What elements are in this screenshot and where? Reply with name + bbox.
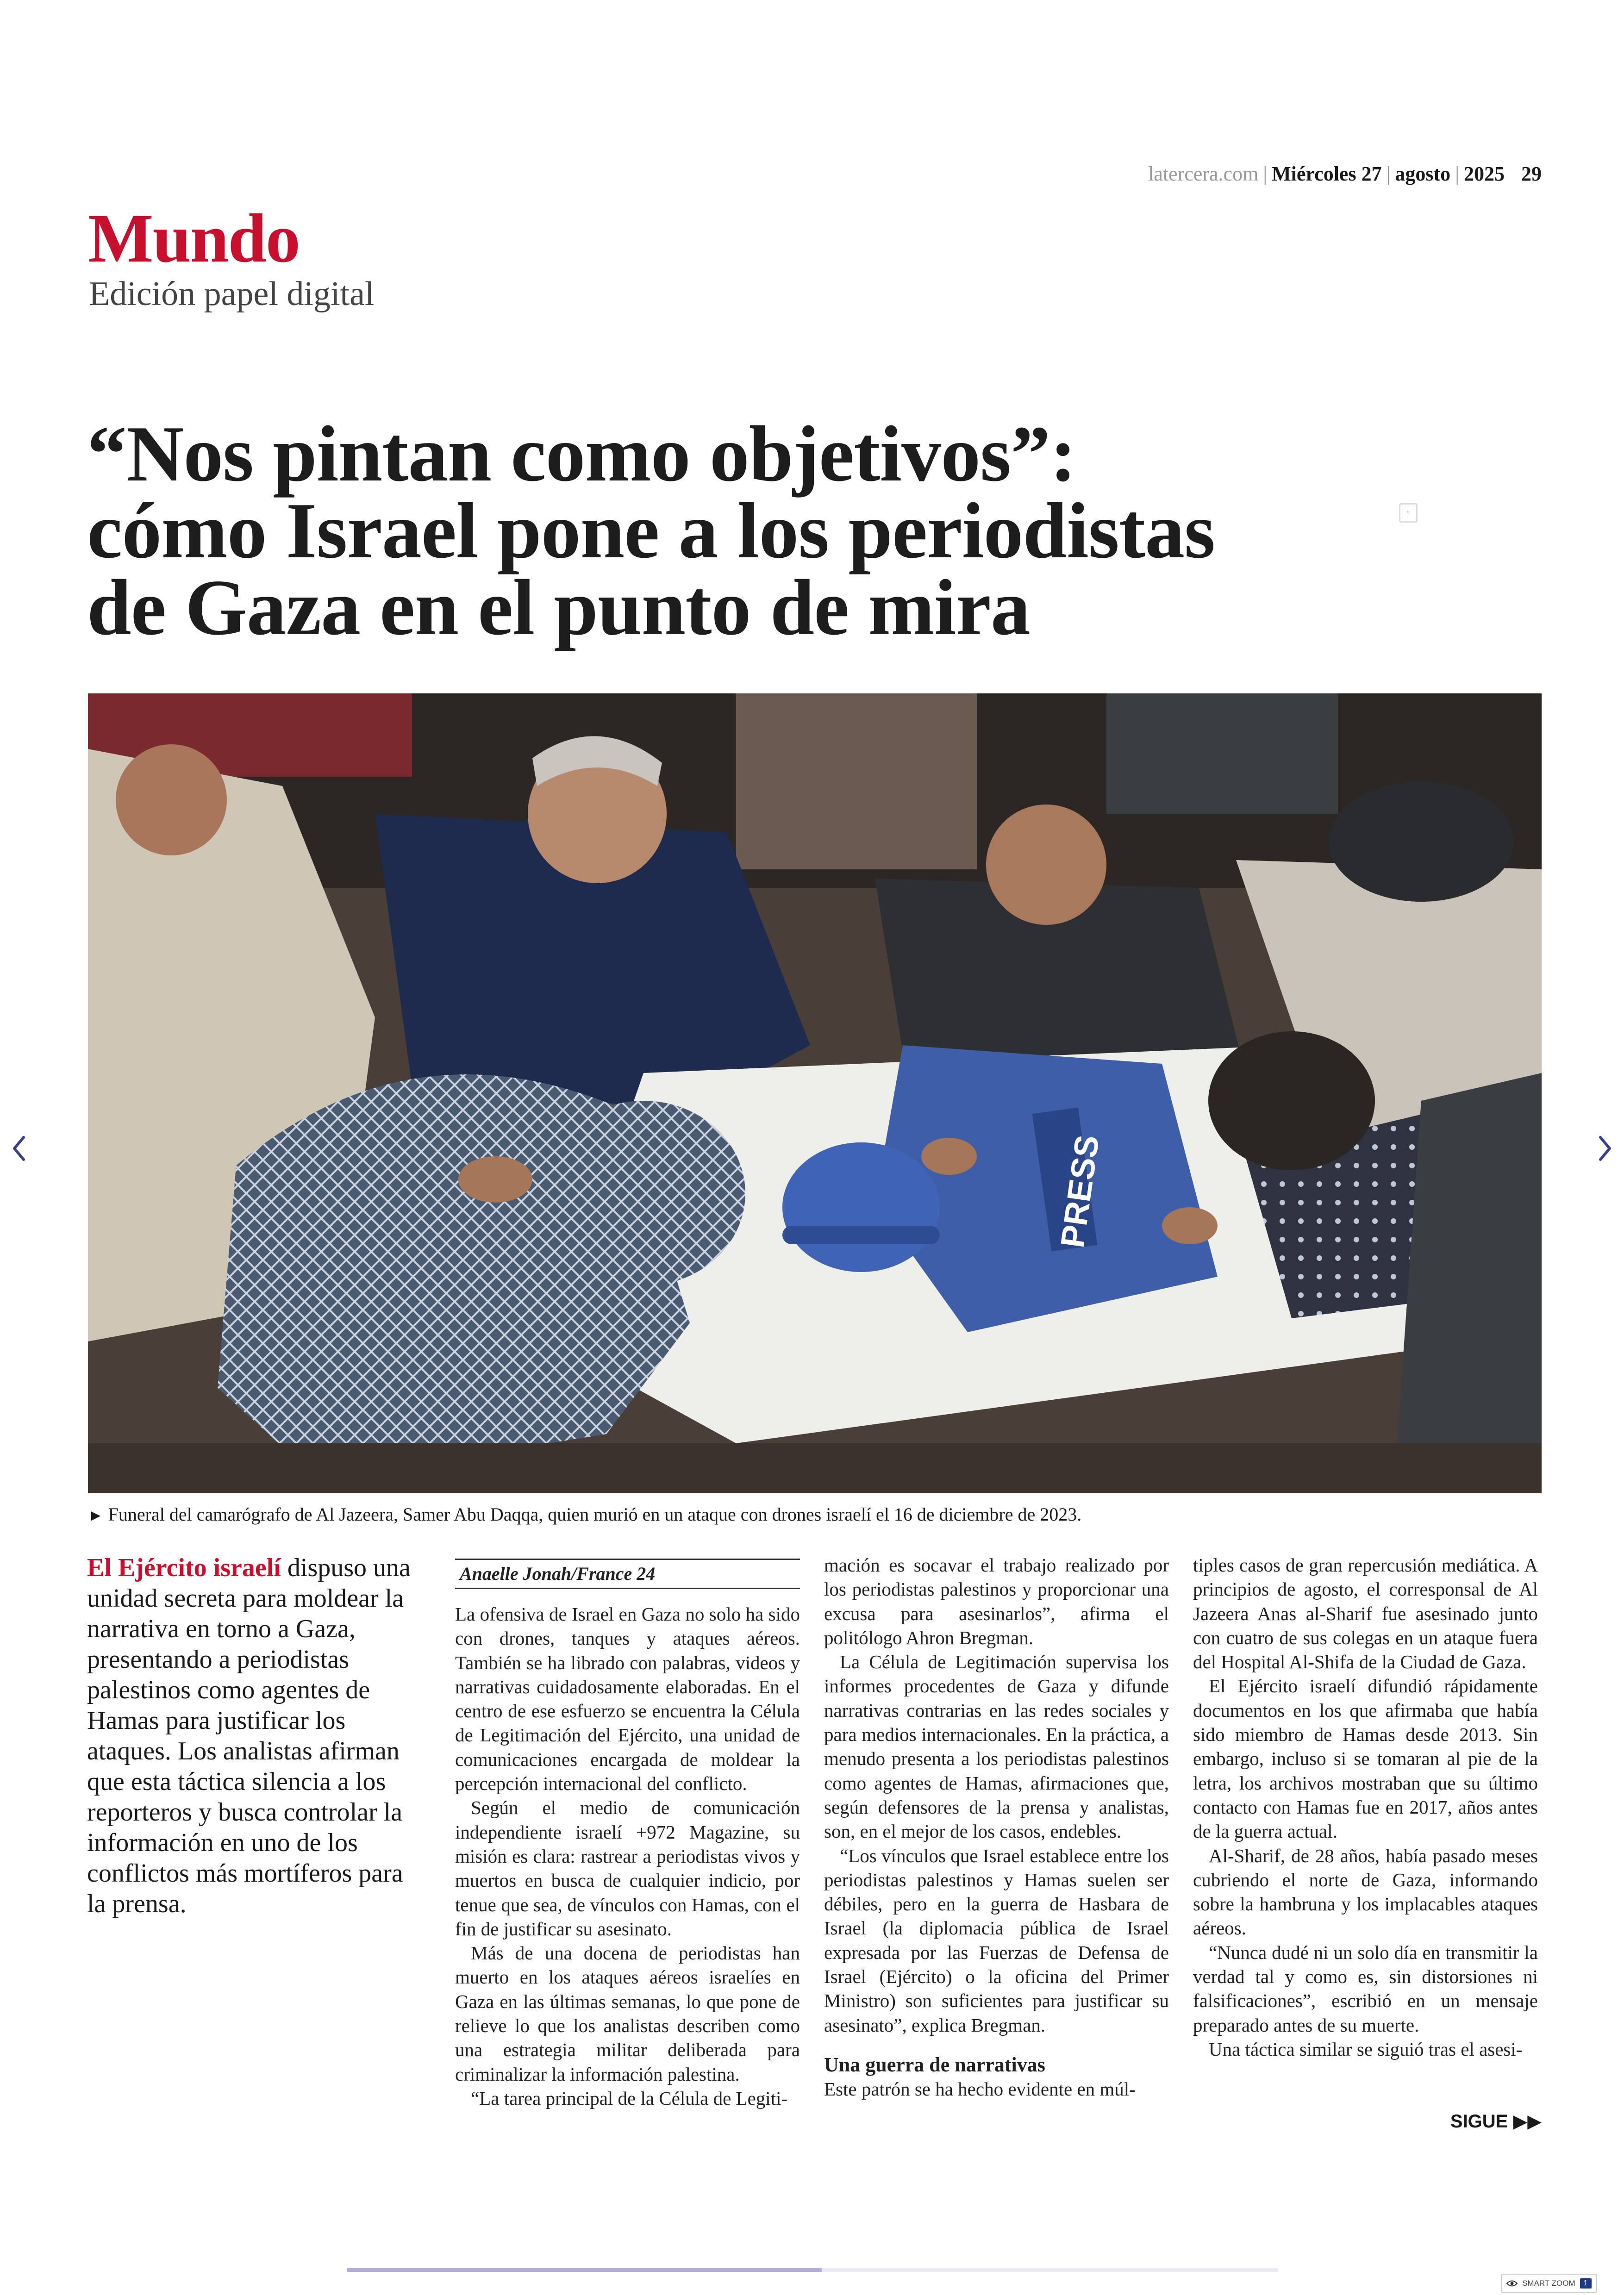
article-lede xyxy=(87,1553,421,1919)
headline-line-3: de Gaza en el punto de mira xyxy=(87,564,1030,652)
header-separator: | xyxy=(1455,162,1459,185)
paragraph: “Los vínculos que Israel establece entre los periodistas palestinos y Hamas suelen ser débiles, pero en la guerra de Hasbara de Israel (la diplomacia pública de Israel expresada por las Fuerzas de Defensa de Israel (Ejército) o la oficina del Primer Ministro) son suficientes para justificar su asesinato”, explica Bregman. xyxy=(824,1845,1169,2036)
headline-line-2: cómo Israel pone a los periodistas xyxy=(87,487,1215,575)
eye-icon xyxy=(1506,2280,1518,2287)
photo-illustration xyxy=(88,693,1542,1493)
headline-line-1: “Nos pintan como objetivos”: xyxy=(87,410,1076,498)
paragraph: La Célula de Legitimación supervisa los informes procedentes de Gaza y difunde narrativas contrarias en las redes sociales y para medios internacionales. En la práctica, a menudo presenta a los periodistas palestinos como agentes de Hamas, afirmaciones que, según defensores de la prensa y analistas, son, en el mejor de los casos, endebles. xyxy=(824,1651,1169,1842)
caption-marker-icon: ► xyxy=(88,1507,104,1524)
paragraph: “La tarea principal de la Célula de Legiti- xyxy=(471,2087,788,2109)
paragraph: Más de una docena de periodistas han muerto en los ataques aéreos israelíes en Gaza en las últimas semanas, lo que pone de relieve lo que los analistas describen como una estrategia militar deliberada para criminalizar la información palestina. xyxy=(455,1942,800,2085)
chevron-left-icon[interactable] xyxy=(5,1128,32,1169)
paragraph: La ofensiva de Israel en Gaza no solo ha sido con drones, tanques y ataques aéreos. También se ha librado con palabras, videos y narrativas cuidadosamente elaboradas. En el centro de ese esfuerzo se encuentra la Célula de Legitimación del Ejército, una unidad de comunicaciones encargada de moldear la percepción internacional del conflicto. xyxy=(455,1603,800,1795)
header-separator: | xyxy=(1263,162,1268,185)
article-column-2 xyxy=(824,1553,1169,2101)
article-photo xyxy=(88,693,1542,1493)
paragraph: Una táctica similar se siguió tras el asesi- xyxy=(1209,2038,1523,2060)
smart-zoom-button[interactable] xyxy=(1501,2274,1597,2293)
paragraph: El Ejército israelí difundió rápidamente documentos en los que afirmaba que había sido miembro de Hamas desde 2013. Sin embargo, incluso si se tomaran al pie de la letra, los archivos mostraban que su último contacto con Hamas fue en 2017, años antes de la guerra actual. xyxy=(1193,1675,1538,1842)
chevron-right-icon[interactable] xyxy=(1592,1128,1619,1169)
caption-text: Funeral del camarógrafo de Al Jazeera, Samer Abu Daqqa, quien murió en un ataque con drones israelí el 16 de diciembre de 2023. xyxy=(108,1504,1082,1525)
continue-label: SIGUE ▶▶ xyxy=(1450,2111,1542,2132)
header-date-month: agosto xyxy=(1395,162,1451,185)
clip-marker-icon[interactable]: ▫ xyxy=(1399,503,1418,523)
section-name: Mundo xyxy=(88,200,300,277)
paragraph: Este patrón se ha hecho evidente en múl- xyxy=(824,2078,1136,2100)
header-date-year: 2025 xyxy=(1464,162,1505,185)
section-subtitle: Edición papel digital xyxy=(89,275,375,313)
lede-text: dispuso una unidad secreta para moldear la narrativa en torno a Gaza, presentando a periodistas palestinos como agentes de Hamas para justificar los ataques. Los analistas afirman que esta táctica silencia a los reporteros y busca controlar la información en uno de los conflictos más mortíferos para la prensa. xyxy=(87,1553,411,1918)
site-name[interactable]: latercera.com xyxy=(1148,162,1259,185)
lede-highlight: El Ejército israelí xyxy=(87,1553,281,1582)
chevron-left-glyph xyxy=(11,1135,26,1162)
photo-caption xyxy=(88,1503,1542,1525)
byline: Anaelle Jonah/France 24 xyxy=(455,1559,800,1589)
header-separator: | xyxy=(1386,162,1391,185)
paragraph: Al-Sharif, de 28 años, había pasado meses cubriendo el norte de Gaza, informando sobre la hambruna y los implacables ataques aéreos. xyxy=(1193,1845,1538,1939)
article-column-1 xyxy=(455,1553,800,2110)
vest-press-label: PRESS xyxy=(1054,1133,1106,1250)
article-column-3 xyxy=(1193,1553,1538,2061)
paragraph: Según el medio de comunicación independiente israelí +972 Magazine, su misión es clara: rastrear a periodistas vivos y muertos en busca de cualquier indicio, por tenue que sea, de vínculos con Hamas, con el fin de justificar su asesinato. xyxy=(455,1797,800,1940)
page-progress-fill xyxy=(347,2268,822,2272)
headline xyxy=(87,410,1430,652)
paragraph: “Nunca dudé ni un solo día en transmitir la verdad tal y como es, sin distorsiones ni falsificaciones”, escribió en un mensaje preparado antes de su muerte. xyxy=(1193,1941,1538,2036)
subheading: Una guerra de narrativas xyxy=(824,2053,1045,2076)
header-date-day: Miércoles 27 xyxy=(1272,162,1382,185)
paragraph: mación es socavar el trabajo realizado por los periodistas palestinos y proporcionar una excusa para asesinarlos”, afirma el politólogo Ahron Bregman. xyxy=(824,1554,1169,1648)
page-number: 29 xyxy=(1521,162,1542,185)
smart-zoom-label: SMART ZOOM xyxy=(1522,2279,1575,2288)
page-header xyxy=(1106,162,1542,186)
smart-zoom-page: 1 xyxy=(1580,2278,1592,2289)
chevron-right-glyph xyxy=(1598,1135,1613,1162)
paragraph: tiples casos de gran repercusión mediática. A principios de agosto, el corresponsal de Al Jazeera Anas al-Sharif fue asesinado junto con cuatro de sus colegas en un ataque fuera del Hospital Al-Shifa de la Ciudad de Gaza. xyxy=(1193,1554,1538,1673)
